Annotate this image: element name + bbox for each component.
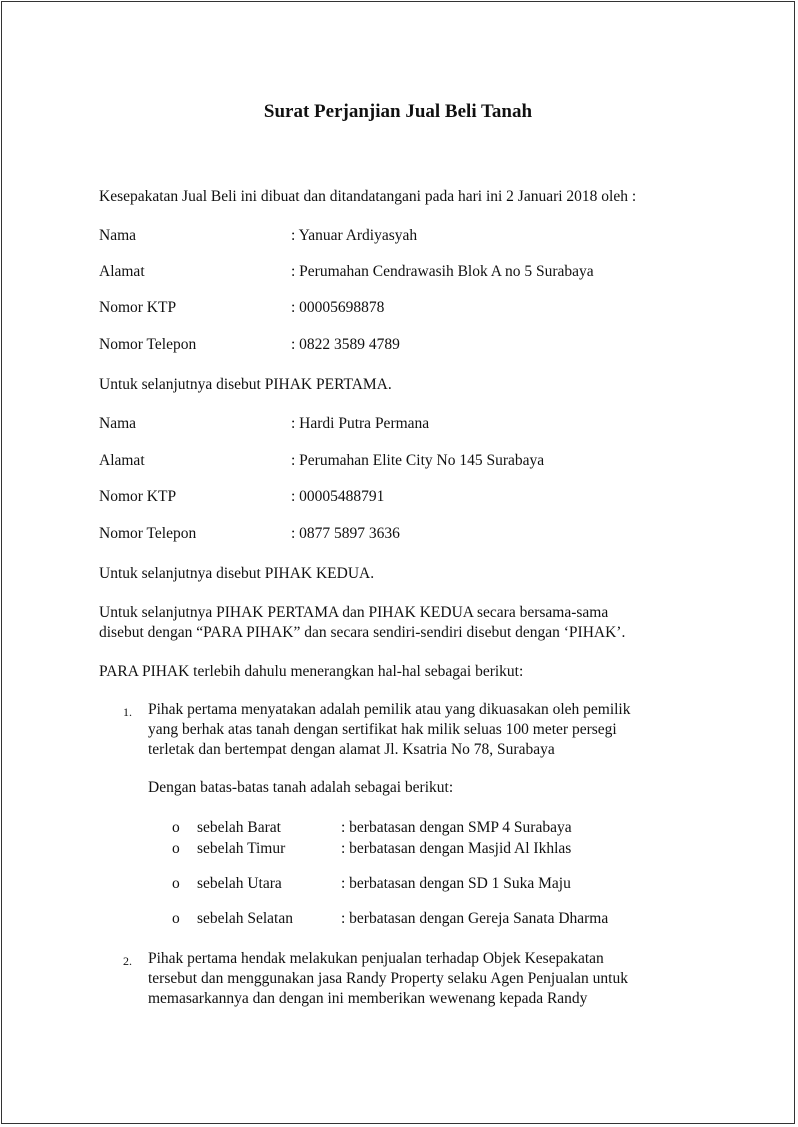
boundary-value-selatan: : berbatasan dengan Gereja Sanata Dharma	[341, 910, 609, 927]
preamble-text: PARA PIHAK terlebih dahulu menerangkan hal-hal sebagai berikut:	[99, 663, 524, 680]
item-2-line-3: memasarkannya dan dengan ini memberikan wewenang kepada Randy	[148, 990, 588, 1007]
party1-address-value: : Perumahan Cendrawasih Blok A no 5 Surabaya	[291, 263, 594, 280]
party1-phone-value: : 0822 3589 4789	[291, 336, 400, 353]
bullet-icon: o	[172, 840, 180, 857]
boundary-value-utara: : berbatasan dengan SD 1 Suka Maju	[341, 875, 571, 892]
item-2-line-1: Pihak pertama hendak melakukan penjualan terhadap Objek Kesepakatan	[148, 950, 604, 967]
party2-ktp-label: Nomor KTP	[99, 488, 177, 505]
bullet-icon: o	[172, 819, 180, 836]
boundary-label-utara: sebelah Utara	[197, 875, 282, 892]
party1-closing: Untuk selanjutnya disebut PIHAK PERTAMA.	[99, 376, 392, 393]
item-1-number: 1.	[123, 705, 132, 719]
party1-ktp-label: Nomor KTP	[99, 299, 177, 316]
party2-name-label: Nama	[99, 415, 137, 432]
bullet-icon: o	[172, 910, 180, 927]
party1-ktp-value: : 00005698878	[291, 299, 385, 316]
item-1-line-2: yang berhak atas tanah dengan sertifikat hak milik seluas 100 meter persegi	[148, 721, 617, 738]
item-1-line-1: Pihak pertama menyatakan adalah pemilik atau yang dikuasakan oleh pemilik	[148, 701, 631, 718]
party2-address-value: : Perumahan Elite City No 145 Surabaya	[291, 452, 545, 469]
party2-phone-value: : 0877 5897 3636	[291, 525, 400, 542]
party1-address-label: Alamat	[99, 263, 145, 280]
party2-phone-label: Nomor Telepon	[99, 525, 197, 542]
party1-name-label: Nama	[99, 227, 137, 244]
boundaries-intro: Dengan batas-batas tanah adalah sebagai berikut:	[148, 779, 454, 796]
item-1-line-3: terletak dan bertempat dengan alamat Jl. Ksatria No 78, Surabaya	[148, 741, 555, 758]
party2-name-value: : Hardi Putra Permana	[291, 415, 430, 432]
party2-closing: Untuk selanjutnya disebut PIHAK KEDUA.	[99, 565, 375, 582]
item-2-number: 2.	[123, 954, 132, 968]
para-pihak-line-1: Untuk selanjutnya PIHAK PERTAMA dan PIHAK KEDUA secara bersama-sama	[99, 604, 609, 621]
boundary-label-barat: sebelah Barat	[197, 819, 281, 836]
para-pihak-line-2: disebut dengan “PARA PIHAK” dan secara sendiri-sendiri disebut dengan ‘PIHAK’.	[99, 624, 626, 641]
document-page	[1, 1, 795, 1124]
bullet-icon: o	[172, 875, 180, 892]
party1-phone-label: Nomor Telepon	[99, 336, 197, 353]
party2-address-label: Alamat	[99, 452, 145, 469]
party2-ktp-value: : 00005488791	[291, 488, 385, 505]
boundary-label-timur: sebelah Timur	[197, 840, 286, 857]
boundary-label-selatan: sebelah Selatan	[197, 910, 293, 927]
document-title: Surat Perjanjian Jual Beli Tanah	[263, 101, 533, 122]
boundary-value-timur: : berbatasan dengan Masjid Al Ikhlas	[341, 840, 572, 857]
item-2-line-2: tersebut dan menggunakan jasa Randy Property selaku Agen Penjualan untuk	[148, 970, 628, 987]
intro-text: Kesepakatan Jual Beli ini dibuat dan ditandatangani pada hari ini 2 Januari 2018 oleh :	[99, 188, 637, 205]
party1-name-value: : Yanuar Ardiyasyah	[291, 227, 418, 244]
boundary-value-barat: : berbatasan dengan SMP 4 Surabaya	[341, 819, 572, 836]
